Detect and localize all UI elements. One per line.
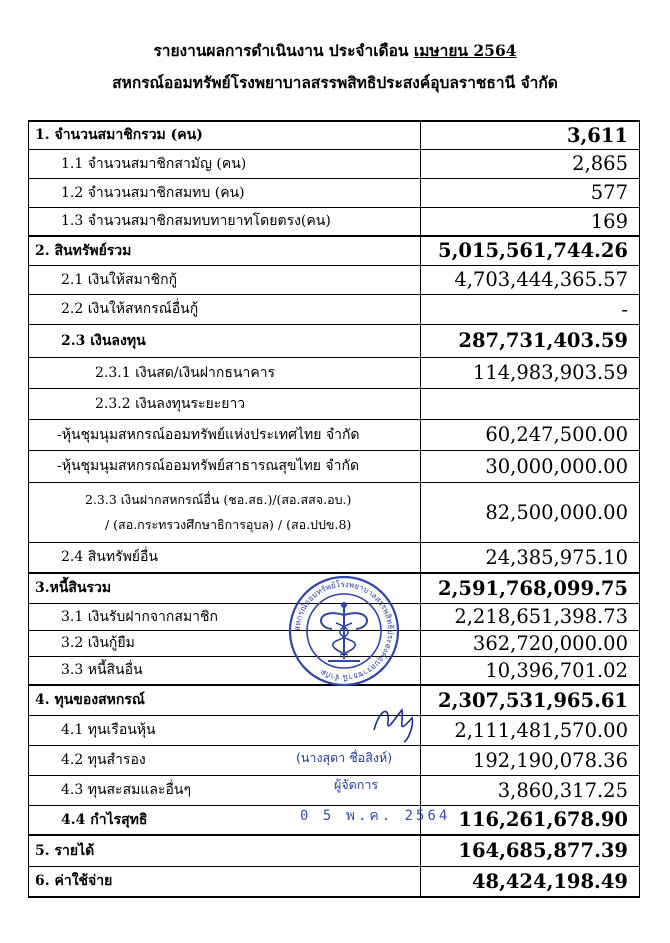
row-label: 2.3.1 เงินสด/เงินฝากธนาคาร (29, 357, 421, 388)
row-label: 1. จำนวนสมาชิกรวม (คน) (29, 121, 421, 149)
row-value: 4,703,444,365.57 (421, 265, 640, 294)
row-value: 82,500,000.00 (421, 482, 640, 542)
row-label: 2.1 เงินให้สมาชิกกู้ (29, 265, 421, 294)
row-label: 6. ค่าใช้จ่าย (29, 866, 421, 897)
table-row (29, 542, 640, 573)
table-row (29, 745, 640, 775)
row-value: 169 (421, 207, 640, 236)
table-row (29, 775, 640, 805)
row-label: 2.3 เงินลงทุน (29, 324, 421, 357)
row-label: -หุ้นชุมนุมสหกรณ์ออมทรัพย์สาธารณสุขไทย จำกัด (29, 450, 421, 482)
row-value: 116,261,678.90 (421, 805, 640, 835)
row-label-line1: 2.3.3 เงินฝากสหกรณ์อื่น (ชอ.สธ.)/(สอ.สสจ.อบ.) (85, 492, 352, 507)
row-value: 60,247,500.00 (421, 419, 640, 450)
row-value: 192,190,078.36 (421, 745, 640, 775)
table-row (29, 388, 640, 419)
signer-name: (นางสุดา ชื่อสิงห์) (296, 750, 393, 765)
row-label: 2.3.2 เงินลงทุนระยะยาว (29, 388, 421, 419)
title-prefix: รายงานผลการดำเนินงาน ประจำเดือน (153, 41, 409, 60)
table-row (29, 265, 640, 294)
row-label: 1.1 จำนวนสมาชิกสามัญ (คน) (29, 149, 421, 178)
row-value (421, 388, 640, 419)
signer-role: ผู้จัดการ (334, 777, 379, 792)
date-stamp: 0 5 พ.ค. 2564 (300, 808, 451, 824)
row-label: 2.4 สินทรัพย์อื่น (29, 542, 421, 573)
row-label: -หุ้นชุมนุมสหกรณ์ออมทรัพย์แห่งประเทศไทย จำกัด (29, 419, 421, 450)
row-value: 2,865 (421, 149, 640, 178)
row-value: 48,424,198.49 (421, 866, 640, 897)
table-row (29, 835, 640, 866)
row-value: 2,307,531,965.61 (421, 685, 640, 715)
row-value: 2,111,481,570.00 (421, 715, 640, 745)
table-row (29, 603, 640, 630)
row-label: 4.2 ทุนสำรอง (29, 745, 421, 775)
table-row (29, 324, 640, 357)
row-label: 1.2 จำนวนสมาชิกสมทบ (คน) (29, 178, 421, 207)
row-label: 3.3 หนี้สินอื่น (29, 656, 421, 685)
row-value: 10,396,701.02 (421, 656, 640, 685)
table-row (29, 685, 640, 715)
table-row (29, 805, 640, 835)
table-row (29, 715, 640, 745)
row-value: 114,983,903.59 (421, 357, 640, 388)
row-value: 3,860,317.25 (421, 775, 640, 805)
row-label: 5. รายได้ (29, 835, 421, 866)
row-label: 3.หนี้สินรวม (29, 573, 421, 603)
row-label: 1.3 จำนวนสมาชิกสมทบทายาทโดยตรง(คน) (29, 207, 421, 236)
organization-name: สหกรณ์ออมทรัพย์โรงพยาบาลสรรพสิทธิประสงค์อุบลราชธานี จำกัด (112, 73, 558, 92)
table-row (29, 121, 640, 149)
row-label (29, 482, 421, 542)
table-row (29, 357, 640, 388)
row-value: 5,015,561,744.26 (421, 236, 640, 265)
table-row (29, 450, 640, 482)
table-row (29, 419, 640, 450)
table-row (29, 149, 640, 178)
row-label-line2: / (สอ.กระทรวงศึกษาธิการอุบล) / (สอ.ปปข.8) (105, 517, 352, 532)
table-row (29, 866, 640, 897)
row-value: 362,720,000.00 (421, 630, 640, 656)
table-row (29, 573, 640, 603)
row-value: 3,611 (421, 121, 640, 149)
row-value: 24,385,975.10 (421, 542, 640, 573)
row-value: 2,218,651,398.73 (421, 603, 640, 630)
row-label: 2.2 เงินให้สหกรณ์อื่นกู้ (29, 294, 421, 324)
report-table (28, 120, 640, 898)
row-value: 164,685,877.39 (421, 835, 640, 866)
row-value: - (421, 294, 640, 324)
row-value: 2,591,768,099.75 (421, 573, 640, 603)
row-label: 3.2 เงินกู้ยืม (29, 630, 421, 656)
table-row (29, 236, 640, 265)
table-row (29, 178, 640, 207)
table-row (29, 482, 640, 542)
report-month: เมษายน 2564 (413, 41, 517, 60)
row-label: 4.3 ทุนสะสมและอื่นๆ (29, 775, 421, 805)
row-label: 4.1 ทุนเรือนหุ้น (29, 715, 421, 745)
row-label: 3.1 เงินรับฝากจากสมาชิก (29, 603, 421, 630)
table-row (29, 656, 640, 685)
row-value: 30,000,000.00 (421, 450, 640, 482)
table-row (29, 294, 640, 324)
row-label: 4.4 กำไรสุทธิ (29, 805, 421, 835)
row-label: 2. สินทรัพย์รวม (29, 236, 421, 265)
report-title (0, 38, 670, 63)
seal-text: สหกรณ์ออมทรัพย์โรงพยาบาลสรรพสิทธิประสงค์อุบลราชธานี จำกัด (292, 579, 396, 683)
row-value: 287,731,403.59 (421, 324, 640, 357)
row-label: 4. ทุนของสหกรณ์ (29, 685, 421, 715)
table-row (29, 630, 640, 656)
row-value: 577 (421, 178, 640, 207)
table-row (29, 207, 640, 236)
